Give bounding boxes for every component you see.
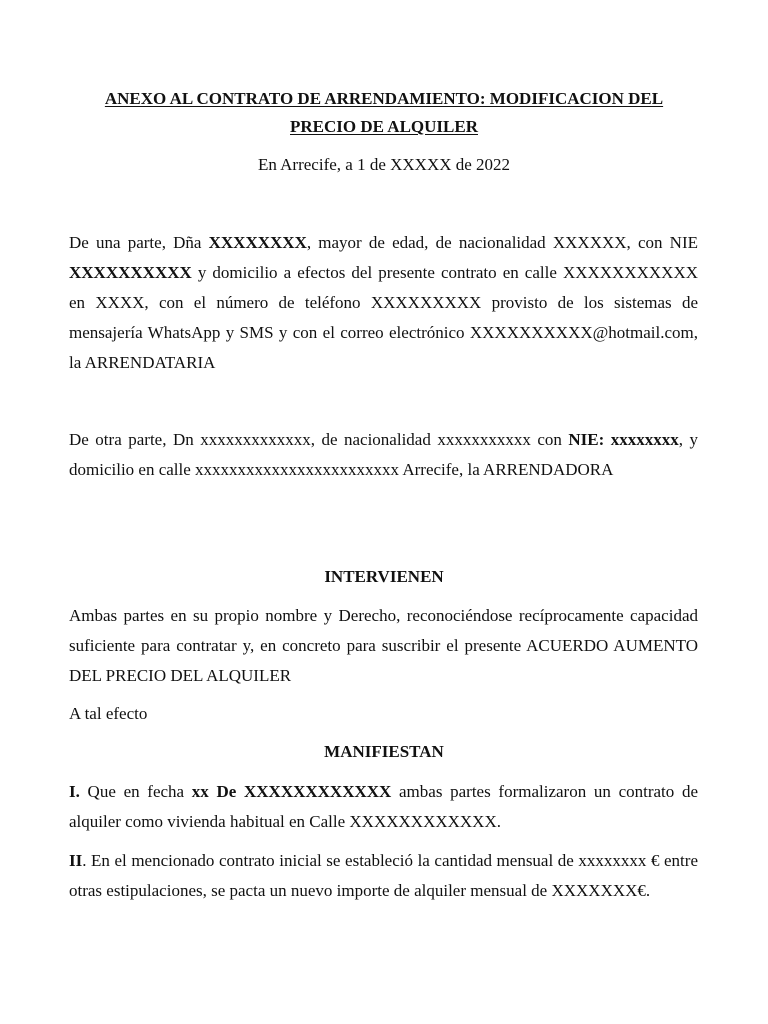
manifiestan-item-1 xyxy=(69,777,698,837)
item-2-details: . En el mencionado contrato inicial se estableció la cantidad mensual de xxxxxxxx € entre otras estipulaciones, se pacta un nuevo importe de alquiler mensual de XXXXXXX€. xyxy=(69,851,698,900)
party-1-intro: De una parte, Dña xyxy=(69,233,209,252)
party-2-nie: NIE: xxxxxxxx xyxy=(568,430,679,449)
document-title-line-1: ANEXO AL CONTRATO DE ARRENDAMIENTO: MODIFICACION DEL xyxy=(104,89,664,108)
item-1-date: xx De XXXXXXXXXXXX xyxy=(191,782,392,801)
manifiestan-heading: MANIFIESTAN xyxy=(324,742,444,761)
intervienen-heading: INTERVIENEN xyxy=(324,567,444,586)
item-1-details: ambas partes formalizaron un contrato de alquiler como vivienda habitual en Calle XXXXXXXXXXXX. xyxy=(69,782,698,831)
intervienen-paragraph: Ambas partes en su propio nombre y Derecho, reconociéndose recíprocamente capacidad suficiente para contratar y, en concreto para suscribir el presente ACUERDO AUMENTO DEL PRECIO DEL ALQUILER xyxy=(69,606,698,685)
document-title-line-2: PRECIO DE ALQUILER xyxy=(290,117,478,136)
party-2-intro: De otra parte, Dn xxxxxxxxxxxxx, de nacionalidad xxxxxxxxxxx con xyxy=(69,430,569,449)
party-1-details: y domicilio a efectos del presente contrato en calle XXXXXXXXXXX en XXXX, con el número de teléfono XXXXXXXXX provisto de los sistemas de mensajería WhatsApp y SMS y con el correo electrónico XXXXXXXXXX@hotmail.com, la ARRENDATARIA xyxy=(69,263,698,372)
party-1-nationality: , mayor de edad, de nacionalidad XXXXXX, con NIE xyxy=(306,233,698,252)
party-1-nie: XXXXXXXXXX xyxy=(69,263,192,282)
a-tal-efecto-text: A tal efecto xyxy=(69,704,148,723)
party-2-details: , y domicilio en calle xxxxxxxxxxxxxxxxxxxxxxxx Arrecife, la ARRENDADORA xyxy=(69,430,698,479)
manifiestan-item-2 xyxy=(69,846,698,906)
item-2-number: II xyxy=(69,851,83,870)
place-date: En Arrecife, a 1 de XXXXX de 2022 xyxy=(257,155,511,174)
party-1-paragraph xyxy=(69,228,698,378)
party-1-name: XXXXXXXX xyxy=(208,233,307,252)
party-2-paragraph xyxy=(69,425,698,485)
item-1-intro: Que en fecha xyxy=(79,782,192,801)
item-1-number: I. xyxy=(69,782,80,801)
